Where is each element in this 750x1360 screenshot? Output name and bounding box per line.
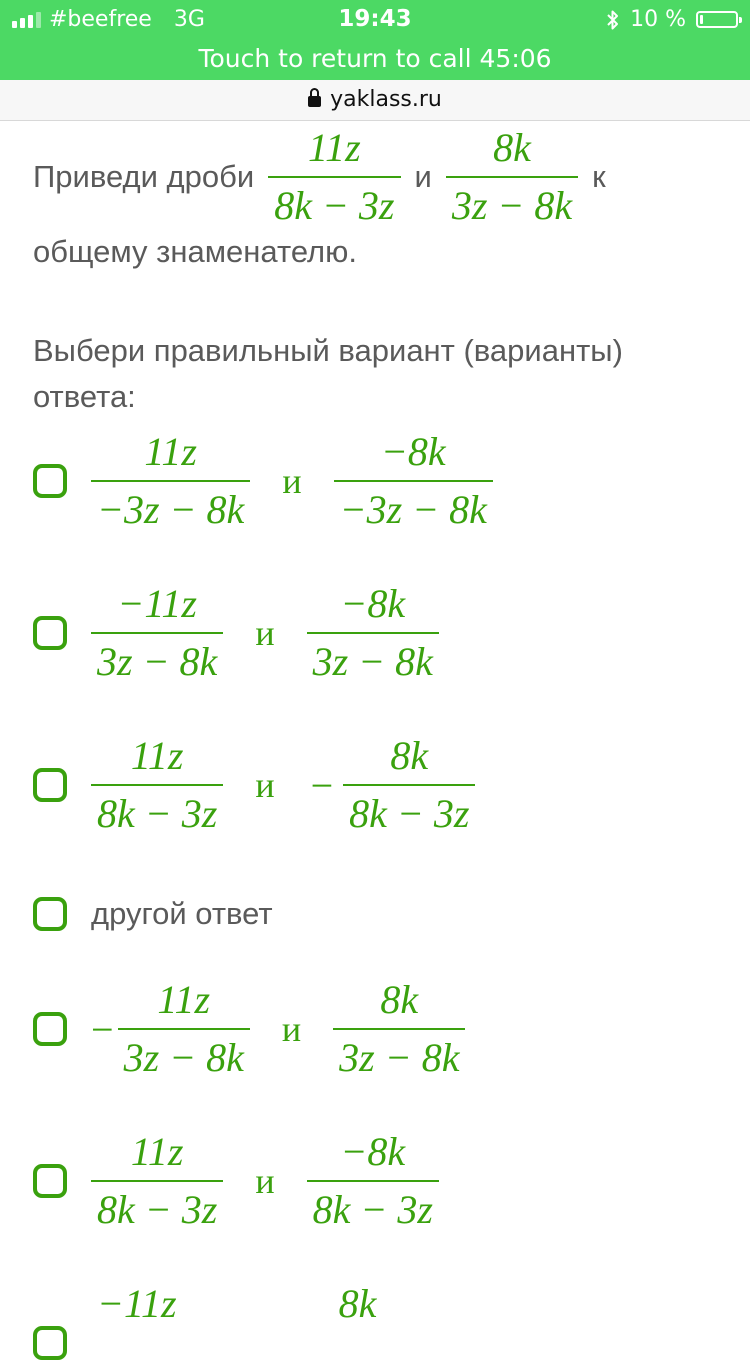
numerator: 11z xyxy=(144,429,197,474)
minus-sign: − xyxy=(310,762,334,808)
task-to: к xyxy=(592,159,606,194)
denominator: 8k − 3z xyxy=(91,1180,223,1230)
status-bar xyxy=(0,0,750,40)
minus-sign: − xyxy=(91,1006,114,1052)
checkbox[interactable] xyxy=(33,616,67,650)
checkbox[interactable] xyxy=(33,1012,67,1046)
denominator: 3z − 8k xyxy=(91,632,223,682)
fraction-a xyxy=(91,581,223,684)
fraction-b xyxy=(333,977,465,1080)
lock-icon xyxy=(308,96,321,107)
status-right xyxy=(606,7,738,32)
numerator: 11z xyxy=(130,1129,184,1174)
answer-prompt: Выбери правильный вариант (варианты) ответа: xyxy=(33,333,623,414)
checkbox[interactable] xyxy=(33,768,67,802)
answer-option-4[interactable] xyxy=(33,896,273,932)
fraction-b xyxy=(334,429,493,532)
denominator: 8k − 3z xyxy=(307,1180,439,1230)
url-text: yaklass.ru xyxy=(330,87,442,112)
numerator: −11z xyxy=(117,581,197,626)
denominator: 3z − 8k xyxy=(118,1028,250,1078)
fraction-b xyxy=(343,733,475,836)
denominator: 3z − 8k xyxy=(333,1028,465,1078)
answer-option-1[interactable] xyxy=(33,429,493,532)
denominator: 8k − 3z xyxy=(91,784,223,834)
battery-percent: 10 % xyxy=(630,7,686,32)
numerator: 8k xyxy=(390,733,429,778)
numerator: 11z xyxy=(130,733,184,778)
conjunction: и xyxy=(281,1009,302,1049)
fraction-a xyxy=(91,733,223,836)
numerator: −11z xyxy=(97,1281,177,1326)
numerator: −8k xyxy=(380,429,446,474)
address-bar[interactable] xyxy=(0,80,750,121)
task-and: и xyxy=(414,159,432,194)
conjunction: и xyxy=(255,1161,275,1201)
bluetooth-icon xyxy=(606,9,620,31)
fraction-b xyxy=(307,581,439,684)
answer-option-6[interactable] xyxy=(33,1129,439,1232)
battery-fill xyxy=(700,15,703,24)
fraction-a xyxy=(91,429,250,532)
clock: 19:43 xyxy=(338,6,412,32)
conjunction: и xyxy=(282,461,302,501)
checkbox[interactable] xyxy=(33,464,67,498)
fraction-a xyxy=(118,977,250,1080)
option-text: другой ответ xyxy=(91,896,273,931)
checkbox[interactable] xyxy=(33,1326,67,1360)
task-fraction-1 xyxy=(268,125,400,228)
return-to-call-banner[interactable]: Touch to return to call 45:06 xyxy=(0,40,750,80)
battery-icon xyxy=(696,11,738,28)
network-type: 3G xyxy=(173,7,205,32)
denominator: −3z − 8k xyxy=(334,480,493,530)
answer-option-3[interactable] xyxy=(33,733,475,836)
task-lead: Приведи дроби xyxy=(33,159,255,194)
numerator: 8k xyxy=(493,125,531,170)
fraction-a xyxy=(91,1129,223,1232)
fraction-b xyxy=(307,1129,439,1232)
numerator: 11z xyxy=(308,125,361,170)
numerator: 8k xyxy=(338,1281,377,1326)
checkbox[interactable] xyxy=(33,897,67,931)
answer-option-5[interactable] xyxy=(33,977,465,1080)
numerator: 8k xyxy=(380,977,419,1022)
carrier-name: #beefree xyxy=(49,7,152,32)
numerator: 11z xyxy=(157,977,211,1022)
task-content xyxy=(33,120,723,1326)
denominator: 3z − 8k xyxy=(307,632,439,682)
denominator: 8k − 3z xyxy=(268,176,400,226)
numerator: −8k xyxy=(340,581,406,626)
fraction-a xyxy=(91,1281,183,1332)
answer-option-7[interactable] xyxy=(33,1281,382,1360)
conjunction: и xyxy=(255,613,275,653)
numerator: −8k xyxy=(340,1129,406,1174)
task-statement xyxy=(33,122,723,232)
task-fraction-2 xyxy=(446,125,578,228)
answer-option-2[interactable] xyxy=(33,581,439,684)
denominator: 8k − 3z xyxy=(343,784,475,834)
task-tail: общему знаменателю. xyxy=(33,234,357,269)
fraction-b xyxy=(333,1281,383,1332)
denominator: −3z − 8k xyxy=(91,480,250,530)
conjunction: и xyxy=(255,765,275,805)
checkbox[interactable] xyxy=(33,1164,67,1198)
denominator: 3z − 8k xyxy=(446,176,578,226)
